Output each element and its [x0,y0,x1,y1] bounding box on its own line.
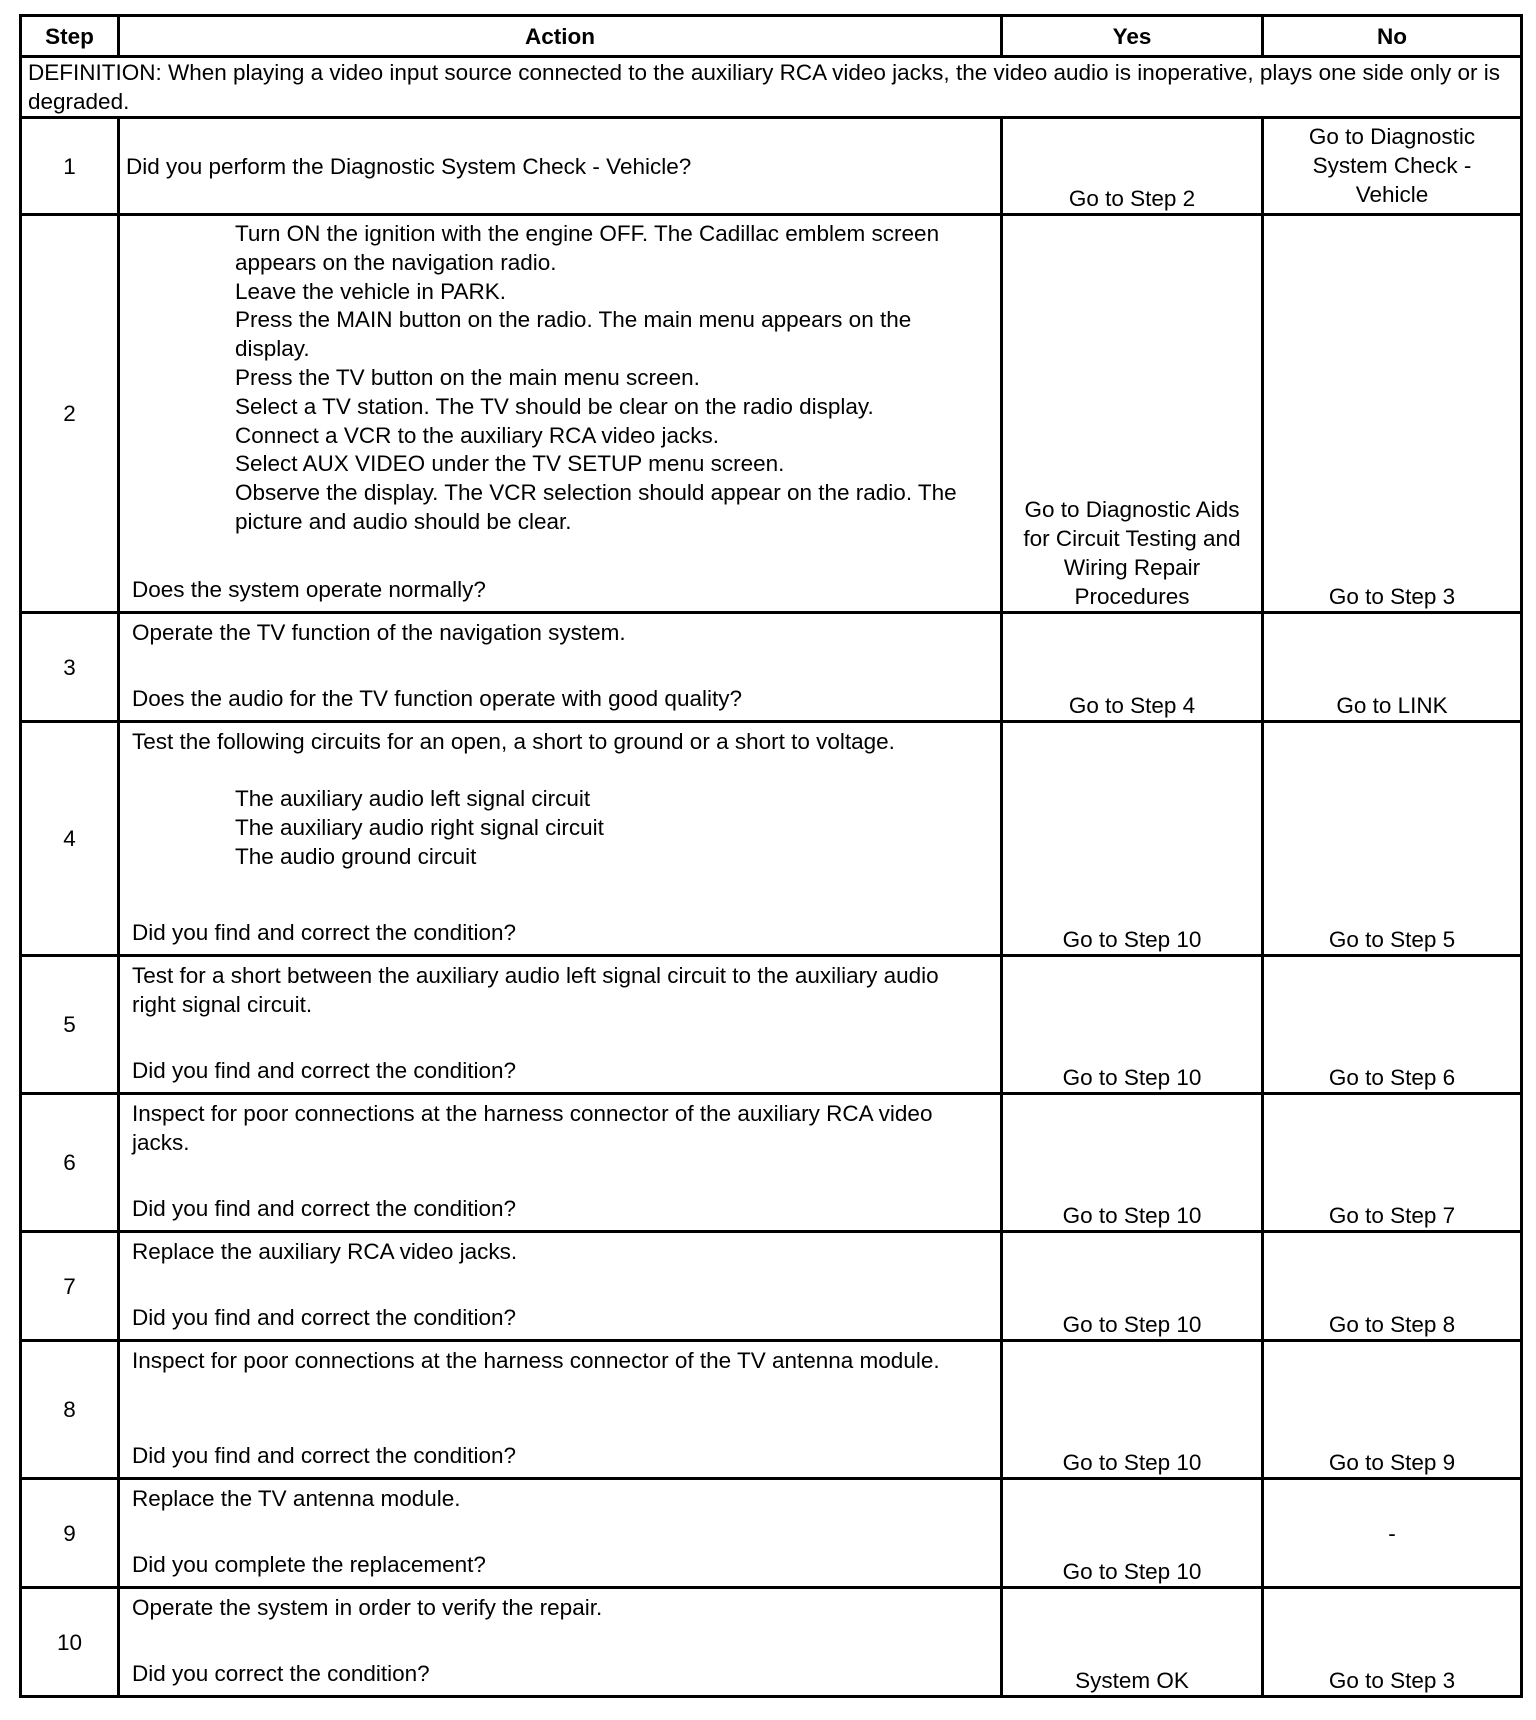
definition-text: DEFINITION: When playing a video input source connected to the auxiliary RCA video jacks, the video audio is inoperative, plays one side only or is degraded. [21,57,1522,118]
step-question: Did you find and correct the condition? [132,1443,516,1468]
step-number: 3 [21,613,119,722]
step-number: 10 [21,1588,119,1697]
step-action [119,1588,1002,1697]
step-text: Replace the TV antenna module. [132,1486,461,1511]
step-yes: Go to Step 4 [1002,613,1263,722]
step-question: Did you correct the condition? [132,1661,430,1686]
step-text: Operate the TV function of the navigation system. [132,620,626,645]
step-row-1 [21,118,1522,215]
header-no: No [1263,16,1522,57]
step-question: Did you find and correct the condition? [132,920,516,945]
header-action: Action [119,16,1002,57]
step-action [119,1341,1002,1479]
step-no: Go to Diagnostic System Check - Vehicle [1263,118,1522,215]
step-action: Did you perform the Diagnostic System Check - Vehicle? [119,118,1002,215]
substep-list [132,785,988,871]
step-action [119,1094,1002,1232]
substep: Connect a VCR to the auxiliary RCA video jacks. [235,422,719,448]
step-row-9 [21,1479,1522,1588]
step-row-3 [21,613,1522,722]
definition-row [21,57,1522,118]
step-number: 4 [21,722,119,956]
step-text: Replace the auxiliary RCA video jacks. [132,1239,518,1264]
header-step: Step [21,16,119,57]
step-no: Go to Step 8 [1263,1232,1522,1341]
step-number: 2 [21,215,119,613]
step-no: Go to Step 3 [1263,1588,1522,1697]
step-text: Test for a short between the auxiliary audio left signal circuit to the auxiliary audio right signal circuit. [132,963,939,1017]
substep: Select a TV station. The TV should be clear on the radio display. [235,393,874,419]
step-number: 6 [21,1094,119,1232]
step-question: Does the audio for the TV function operate with good quality? [132,686,742,711]
step-yes: Go to Step 2 [1002,118,1263,215]
step-action [119,956,1002,1094]
step-number: 7 [21,1232,119,1341]
step-no: Go to Step 7 [1263,1094,1522,1232]
substep: Leave the vehicle in PARK. [235,278,506,304]
step-action [119,613,1002,722]
substep: Press the TV button on the main menu screen. [235,364,700,390]
step-yes: Go to Step 10 [1002,1479,1263,1588]
substep: The auxiliary audio left signal circuit [235,786,591,811]
step-text: Inspect for poor connections at the harness connector of the auxiliary RCA video jacks. [132,1101,933,1155]
step-text: Inspect for poor connections at the harness connector of the TV antenna module. [132,1348,940,1373]
step-row-4 [21,722,1522,956]
step-yes: Go to Diagnostic Aids for Circuit Testing and Wiring Repair Procedures [1002,215,1263,613]
step-yes: Go to Step 10 [1002,1341,1263,1479]
step-action [119,1232,1002,1341]
step-row-7 [21,1232,1522,1341]
substep: Select AUX VIDEO under the TV SETUP menu screen. [235,451,785,477]
step-row-10 [21,1588,1522,1697]
header-row [21,16,1522,57]
substep: The auxiliary audio right signal circuit [235,814,604,840]
substep: Observe the display. The VCR selection should appear on the radio. The picture and audio should be clear. [235,480,957,534]
step-row-6 [21,1094,1522,1232]
header-yes: Yes [1002,16,1263,57]
step-no: Go to Step 6 [1263,956,1522,1094]
step-no: Go to Step 3 [1263,215,1522,613]
step-yes: Go to Step 10 [1002,1232,1263,1341]
step-question: Did you complete the replacement? [132,1552,486,1577]
substep: Turn ON the ignition with the engine OFF. The Cadillac emblem screen appears on the navigation radio. [235,221,940,275]
step-yes: Go to Step 10 [1002,722,1263,956]
step-question: Did you find and correct the condition? [132,1305,516,1330]
step-question: Did you find and correct the condition? [132,1058,516,1083]
step-action [119,722,1002,956]
substep: Press the MAIN button on the radio. The main menu appears on the display. [235,307,912,362]
step-action [119,215,1002,613]
step-question: Did you find and correct the condition? [132,1196,516,1221]
diagnostic-table [19,14,1523,1698]
step-question: Does the system operate normally? [132,577,486,602]
step-number: 1 [21,118,119,215]
step-number: 8 [21,1341,119,1479]
step-row-2 [21,215,1522,613]
step-yes: System OK [1002,1588,1263,1697]
step-number: 5 [21,956,119,1094]
step-no: Go to LINK [1263,613,1522,722]
step-yes: Go to Step 10 [1002,956,1263,1094]
step-no: Go to Step 5 [1263,722,1522,956]
step-row-8 [21,1341,1522,1479]
step-yes: Go to Step 10 [1002,1094,1263,1232]
step-no: - [1263,1479,1522,1588]
substep: The audio ground circuit [235,843,477,869]
step-text: Test the following circuits for an open, a short to ground or a short to voltage. [132,729,895,754]
substep-list [132,220,988,537]
step-text: Operate the system in order to verify the repair. [132,1595,603,1620]
step-number: 9 [21,1479,119,1588]
step-row-5 [21,956,1522,1094]
step-action [119,1479,1002,1588]
step-no: Go to Step 9 [1263,1341,1522,1479]
